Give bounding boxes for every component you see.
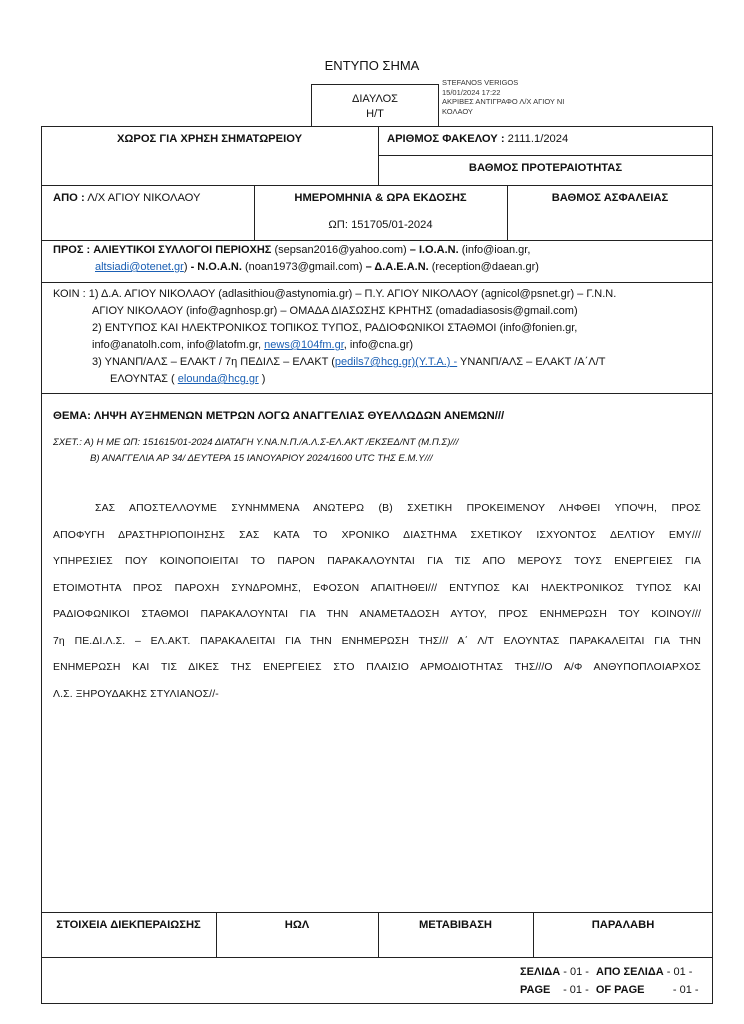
transmission-label: ΜΕΤΑΒΙΒΑΣΗ <box>418 919 492 931</box>
to-recipient: – Δ.Α.Ε.Α.Ν. <box>365 261 429 273</box>
from-label: ΑΠΟ : <box>53 192 85 204</box>
page-label-gr: ΣΕΛΙΔΑ <box>520 966 561 978</box>
to-text: ) <box>183 261 191 273</box>
pagination <box>520 963 710 999</box>
signature-line: ΚΟΛΑΟΥ <box>442 106 473 116</box>
body-line: ΕΤΟΙΜΟΤΗΤΑ ΠΡΟΣ ΠΑΡΟΧΗ ΣΥΝΔΡΟΜΗΣ, ΕΦΟΣΟΝ ΑΠΑΙΤΗΘΕΙ/// ΕΝΤΥΠΟΣ ΚΑΙ ΗΛΕΚΤΡΟΝΙΚΟΣ ΤΥΠΟΣ ΚΑΙ <box>53 583 701 594</box>
subject: ΘΕΜΑ: ΛΗΨΗ ΑΥΞΗΜΕΝΩΝ ΜΕΤΡΩΝ ΛΟΓΩ ΑΝΑΓΓΕΛΙΑΣ ΘΥΕΛΛΩΔΩΝ ΑΝΕΜΩΝ/// <box>53 410 505 422</box>
channel-value: Η/Τ <box>366 108 384 120</box>
from-field <box>53 192 201 204</box>
cc-text: info@anatolh.com, info@latofm.gr, <box>92 339 265 351</box>
receipt-label: ΠΑΡΑΛΑΒΗ <box>591 919 655 931</box>
to-recipient: - Ν.Ο.Α.Ν. <box>190 261 242 273</box>
email-link[interactable]: altsiadi@otenet.gr <box>95 261 184 273</box>
file-number <box>387 133 568 145</box>
signal-office-use-label: ΧΩΡΟΣ ΓΙΑ ΧΡΗΣΗ ΣΗΜΑΤΩΡΕΙΟΥ <box>116 133 303 145</box>
divider <box>41 393 713 394</box>
divider <box>41 957 713 958</box>
hol-label: ΗΩΛ <box>284 919 310 931</box>
processing-label: ΣΤΟΙΧΕΙΑ ΔΙΕΚΠΕΡΑΙΩΣΗΣ <box>56 919 201 931</box>
page-value-en: - 01 - <box>563 984 589 996</box>
of-page-value-gr: - 01 - <box>666 966 693 978</box>
email-link[interactable]: pedils7@hcg.gr)(Υ.Τ.Α.) - <box>334 356 458 368</box>
to-label: ΠΡΟΣ : <box>53 244 91 256</box>
signature-line: STEFANOS VERIGOS <box>442 78 519 87</box>
divider <box>41 240 713 241</box>
body-line: ΡΑΔΙΟΦΩΝΙΚΟΙ ΣΤΑΘΜΟΙ ΠΑΡΑΚΑΛΟΥΝΤΑΙ ΓΙΑ ΤΗΝ ΑΝΑΜΕΤΑΔΟΣΗ ΑΥΤΟΥ, ΠΡΟΣ ΕΝΗΜΕΡΩΣΗ ΤΟΥ ΚΟΙΝΟΥ/// <box>53 609 701 620</box>
body-line: ΑΠΟΦΥΓΗ ΔΡΑΣΤΗΡΙΟΠΟΙΗΣΗΣ ΣΑΣ ΚΑΤΑ ΤΟ ΧΡΟΝΙΚΟ ΔΙΑΣΤΗΜΑ ΣΧΕΤΙΚΟΥ ΙΣΧΥΟΝΤΟΣ ΔΕΛΤΙΟΥ ΕΜΥ/// <box>53 530 701 541</box>
digital-signature <box>442 78 564 116</box>
page-label-en: PAGE <box>520 984 551 996</box>
cc-text: ) <box>258 373 266 385</box>
email-link[interactable]: news@104fm.gr <box>264 339 344 351</box>
divider <box>41 185 713 186</box>
divider <box>41 912 713 913</box>
body-line: 7η ΠΕ.ΔΙ.Λ.Σ. – ΕΛ.ΑΚΤ. ΠΑΡΑΚΑΛΕΙΤΑΙ ΓΙΑ ΤΗΝ ΕΝΗΜΕΡΩΣΗ ΤΗΣ/// Α΄ Λ/Τ ΕΛΟΥΝΤΑΣ ΠΑΡΑΚΑΛΕΙΤΑΙ ΓΙΑ ΤΗΝ <box>53 636 701 647</box>
to-recipient: – Ι.Ο.Α.Ν. <box>409 244 459 256</box>
reference-b: Β) ΑΝΑΓΓΕΛΙΑ ΑΡ 34/ ΔΕΥΤΕΡΑ 15 ΙΑΝΟΥΑΡΙΟΥ 2024/1600 UTC ΤΗΣ Ε.Μ.Υ/// <box>90 453 433 464</box>
body-line: ΥΠΗΡΕΣΙΕΣ ΠΟΥ ΚΟΙΝΟΠΟΙΕΙΤΑΙ ΤΟ ΠΑΡΟΝ ΠΑΡΑΚΑΛΟΥΝΤΑΙ ΓΙΑ ΤΙΣ ΑΠΟ ΜΕΡΟΥΣ ΤΟΥΣ ΕΝΕΡΓΕΙΕΣ ΓΙΑ <box>53 556 701 567</box>
of-page-label-gr: ΑΠΟ ΣΕΛΙΔΑ <box>596 966 664 978</box>
signature-line: 15/01/2024 17:22 <box>442 87 501 97</box>
of-page-value-en: - 01 - <box>672 984 699 996</box>
divider <box>378 155 713 156</box>
recipients-cc <box>53 286 616 388</box>
cc-text: ΕΛΟΥΝΤΑΣ ( <box>110 373 178 385</box>
to-email: (info@ioan.gr, <box>458 244 531 256</box>
cc-text: ΥΝΑΝΠ/ΑΛΣ – ΕΛΑΚΤ /Α΄Λ/Τ <box>457 356 606 368</box>
cc-line: ΚΟΙΝ : 1) Δ.Α. ΑΓΙΟΥ ΝΙΚΟΛΑΟΥ (adlasithiou@astynomia.gr) – Π.Υ. ΑΓΙΟΥ ΝΙΚΟΛΑΟΥ (agnicol@psnet.gr) – Γ.Ν.Ν. <box>53 288 617 300</box>
cc-text: , info@cna.gr) <box>343 339 414 351</box>
security-label: ΒΑΘΜΟΣ ΑΣΦΑΛΕΙΑΣ <box>551 192 669 204</box>
datetime-value: ΩΠ: 151705/01-2024 <box>328 219 433 231</box>
to-recipient: ΑΛΙΕΥΤΙΚΟΙ ΣΥΛΛΟΓΟΙ ΠΕΡΙΟΧΗΣ <box>93 244 272 256</box>
email-link[interactable]: elounda@hcg.gr <box>177 373 259 385</box>
references <box>53 435 458 467</box>
datetime-label: ΗΜΕΡΟΜΗΝΙΑ & ΩΡΑ ΕΚΔΟΣΗΣ <box>294 192 467 204</box>
to-email: (noan1973@gmail.com) <box>241 261 366 273</box>
cc-text: 3) ΥΝΑΝΠ/ΑΛΣ – ΕΛΑΚΤ / 7η ΠΕΔΙΛΣ – ΕΛΑΚΤ ( <box>92 356 335 368</box>
body-line: ΕΝΗΜΕΡΩΣΗ ΚΑΙ ΤΙΣ ΔΙΚΕΣ ΤΗΣ ΕΝΕΡΓΕΙΕΣ ΣΤΟ ΠΛΑΙΣΙΟ ΑΡΜΟΔΙΟΤΗΤΑΣ ΤΗΣ///Ο Α/Φ ΑΝΘΥΠΟΠΛΟΙΑΡΧΟΣ <box>53 662 701 673</box>
reference-a: ΣΧΕΤ.: Α) Η ΜΕ ΩΠ: 151615/01-2024 ΔΙΑΤΑΓΗ Υ.ΝΑ.Ν.Π./Α.Λ.Σ-ΕΛ.ΑΚΤ /ΕΚΣΕΔ/ΝΤ (Μ.Π.Σ)/// <box>53 437 459 448</box>
of-page-label-en: OF PAGE <box>595 984 645 996</box>
channel-box <box>311 84 439 126</box>
to-email: (sepsan2016@yahoo.com) <box>271 244 410 256</box>
form-title: ΕΝΤΥΠΟ ΣΗΜΑ <box>324 58 420 73</box>
page-value-gr: - 01 - <box>563 966 589 978</box>
signature-line: ΑΚΡΙΒΕΣ ΑΝΤΙΓΡΑΦΟ Λ/Χ ΑΓΙΟΥ ΝΙ <box>442 97 565 106</box>
channel-label: ΔΙΑΥΛΟΣ <box>352 93 398 105</box>
divider <box>41 282 713 283</box>
priority-label: ΒΑΘΜΟΣ ΠΡΟΤΕΡΑΙΟΤΗΤΑΣ <box>468 162 623 174</box>
cc-line: 2) ΕΝΤΥΠΟΣ ΚΑΙ ΗΛΕΚΤΡΟΝΙΚΟΣ ΤΟΠΙΚΟΣ ΤΥΠΟΣ, ΡΑΔΙΟΦΩΝΙΚΟΙ ΣΤΑΘΜΟΙ (info@fonien.gr, <box>92 322 578 334</box>
file-number-value: 2111.1/2024 <box>507 133 569 145</box>
body-line: Λ.Σ. ΞΗΡΟΥΔΑΚΗΣ ΣΤΥΛΙΑΝΟΣ//- <box>53 689 219 700</box>
cc-line: ΑΓΙΟΥ ΝΙΚΟΛΑΟΥ (info@agnhosp.gr) – ΟΜΑΔΑ ΔΙΑΣΩΣΗΣ ΚΡΗΤΗΣ (omadadiasosis@gmail.com) <box>92 305 578 317</box>
file-number-label: ΑΡΙΘΜΟΣ ΦΑΚΕΛΟΥ : <box>387 133 505 145</box>
body-line: ΣΑΣ ΑΠΟΣΤΕΛΛΟΥΜΕ ΣΥΝΗΜΜΕΝΑ ΑΝΩΤΕΡΩ (Β) ΣΧΕΤΙΚΗ ΠΡΟΚΕΙΜΕΝΟΥ ΛΗΦΘΕΙ ΥΠΟΨΗ, ΠΡΟΣ <box>95 503 701 514</box>
from-value: Λ/Χ ΑΓΙΟΥ ΝΙΚΟΛΑΟΥ <box>87 192 201 204</box>
to-email: (reception@daean.gr) <box>428 261 539 273</box>
recipients-to <box>53 242 539 276</box>
